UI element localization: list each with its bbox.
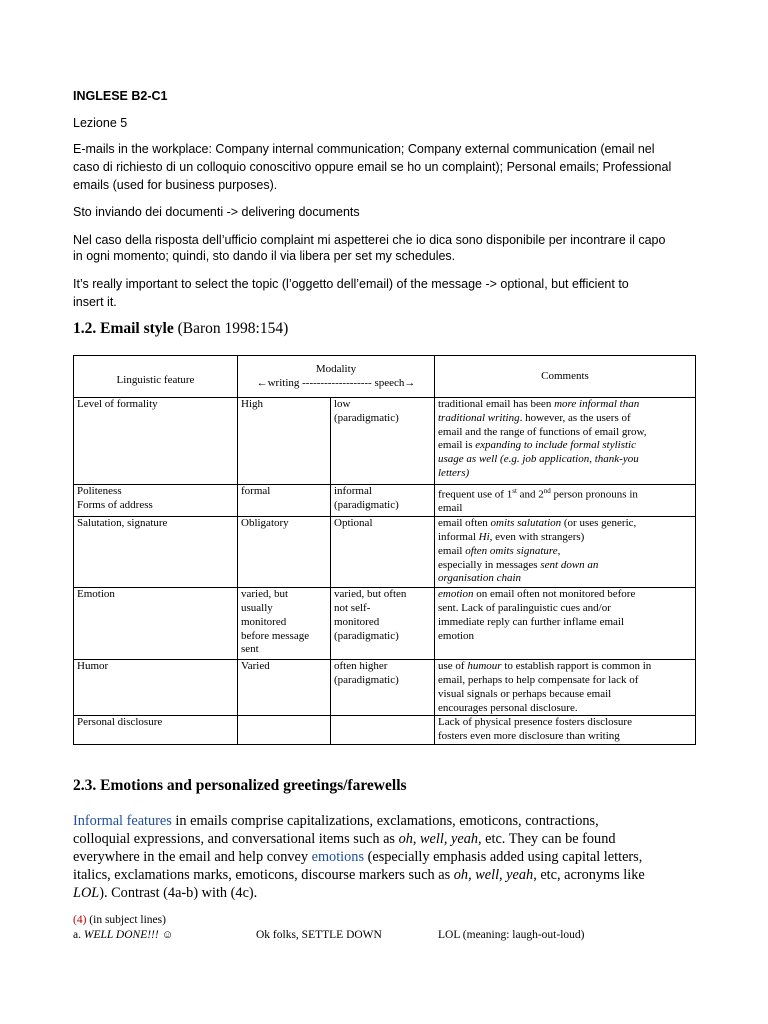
writing-cell: Varied <box>238 660 331 716</box>
writing-cell: varied, but usually monitored before message sent <box>238 588 331 660</box>
intro-line: caso di richiesto di un colloquio conoscitivo oppure email se ho un complaint); Personal emails; Professional <box>73 160 672 174</box>
writing-cell: Obligatory <box>238 517 331 588</box>
complaint-line: Nel caso della risposta dell’ufficio complaint mi aspetterei che io dica sono disponibile per incontrare il capo <box>73 233 666 247</box>
topic-line: insert it. <box>73 295 117 309</box>
table-row <box>74 485 696 517</box>
example-c: LOL (meaning: laugh-out-loud) <box>438 929 585 941</box>
feature-cell: Humor <box>74 660 238 716</box>
table-row <box>74 588 696 660</box>
example-a: a. WELL DONE!!! ☺ <box>73 929 174 941</box>
link-informal-features[interactable]: Informal features <box>73 813 172 829</box>
complaint-line: in ogni momento; quindi, sto dando il via libera per set my schedules. <box>73 249 456 263</box>
section-heading-email-style <box>73 320 288 338</box>
example-label: (4) (in subject lines) <box>73 914 166 926</box>
section-heading-emotions: 2.3. Emotions and personalized greetings/farewells <box>73 777 407 794</box>
email-style-table <box>73 355 696 745</box>
smiley-icon: ☺ <box>161 929 174 941</box>
paragraph-line: Informal features in emails comprise capitalizations, exclamations, emoticons, contractions, <box>73 813 599 829</box>
course-title: INGLESE B2-C1 <box>73 89 168 103</box>
topic-line: It’s really important to select the topic (l’oggetto dell’email) of the message -> optional, but efficient to <box>73 277 629 291</box>
paragraph-line: everywhere in the email and help convey emotions (especially emphasis added using capital letters, <box>73 849 643 865</box>
modality-label: Modality <box>315 362 357 375</box>
section-title: 1.2. Email style <box>73 320 174 337</box>
link-emotions[interactable]: emotions <box>311 849 365 865</box>
feature-cell: Salutation, signature <box>74 517 238 588</box>
sending-note: Sto inviando dei documenti -> delivering documents <box>73 205 360 219</box>
table-row <box>74 398 696 485</box>
modality-axis: ←writing ------------------- speech→ <box>256 376 416 389</box>
header-cell: Linguistic feature <box>74 356 238 398</box>
feature-cell: Emotion <box>74 588 238 660</box>
section-citation: (Baron 1998:154) <box>177 320 289 337</box>
comment-cell: Lack of physical presence fosters disclosure fosters even more disclosure than writing <box>435 716 696 745</box>
feature-cell: Level of formality <box>74 398 238 485</box>
lesson-label: Lezione 5 <box>73 116 128 130</box>
intro-line: emails (used for business purposes). <box>73 178 278 192</box>
feature-cell: Politeness Forms of address <box>74 485 238 517</box>
table-row <box>74 517 696 588</box>
example-number: (4) <box>73 914 87 926</box>
feature-cell: Personal disclosure <box>74 716 238 745</box>
paragraph-line: colloquial expressions, and conversational items such as oh, well, yeah, etc. They can be found <box>73 831 616 847</box>
header-cell: Comments <box>435 356 696 398</box>
speech-cell <box>331 716 435 745</box>
table-row <box>74 716 696 745</box>
intro-line: E-mails in the workplace: Company internal communication; Company external communication (email nel <box>73 142 655 156</box>
comment-cell: emotion on email often not monitored before sent. Lack of paralinguistic cues and/or immediate reply can further inflame email emotion <box>435 588 696 660</box>
speech-cell: often higher (paradigmatic) <box>331 660 435 716</box>
paragraph-line: italics, exclamations marks, emoticons, discourse markers such as oh, well, yeah, etc, acronyms like <box>73 867 645 883</box>
comment-cell: use of humour to establish rapport is common in email, perhaps to help compensate for lack of visual signals or perhaps because email encourages personal disclosure. <box>435 660 696 716</box>
speech-cell: varied, but often not self- monitored (paradigmatic) <box>331 588 435 660</box>
speech-cell: low (paradigmatic) <box>331 398 435 485</box>
writing-cell: formal <box>238 485 331 517</box>
comment-cell: email often omits salutation (or uses generic, informal Hi, even with strangers) email often omits signature, especially in messages sent down an organisation chain <box>435 517 696 588</box>
table-header-row <box>74 356 696 398</box>
speech-cell: Optional <box>331 517 435 588</box>
paragraph-line: LOL). Contrast (4a-b) with (4c). <box>73 885 258 901</box>
comment-cell: frequent use of 1st and 2nd person pronouns in email <box>435 485 696 517</box>
writing-cell <box>238 716 331 745</box>
speech-cell: informal (paradigmatic) <box>331 485 435 517</box>
writing-cell: High <box>238 398 331 485</box>
example-b: Ok folks, SETTLE DOWN <box>256 929 382 941</box>
table-row <box>74 660 696 716</box>
header-cell-modality <box>238 356 435 398</box>
comment-cell: traditional email has been more informal than traditional writing. however, as the users of email and the range of functions of email grow, email is expanding to include formal stylistic usage as well (e.g. job application, thank-you letters) <box>435 398 696 485</box>
